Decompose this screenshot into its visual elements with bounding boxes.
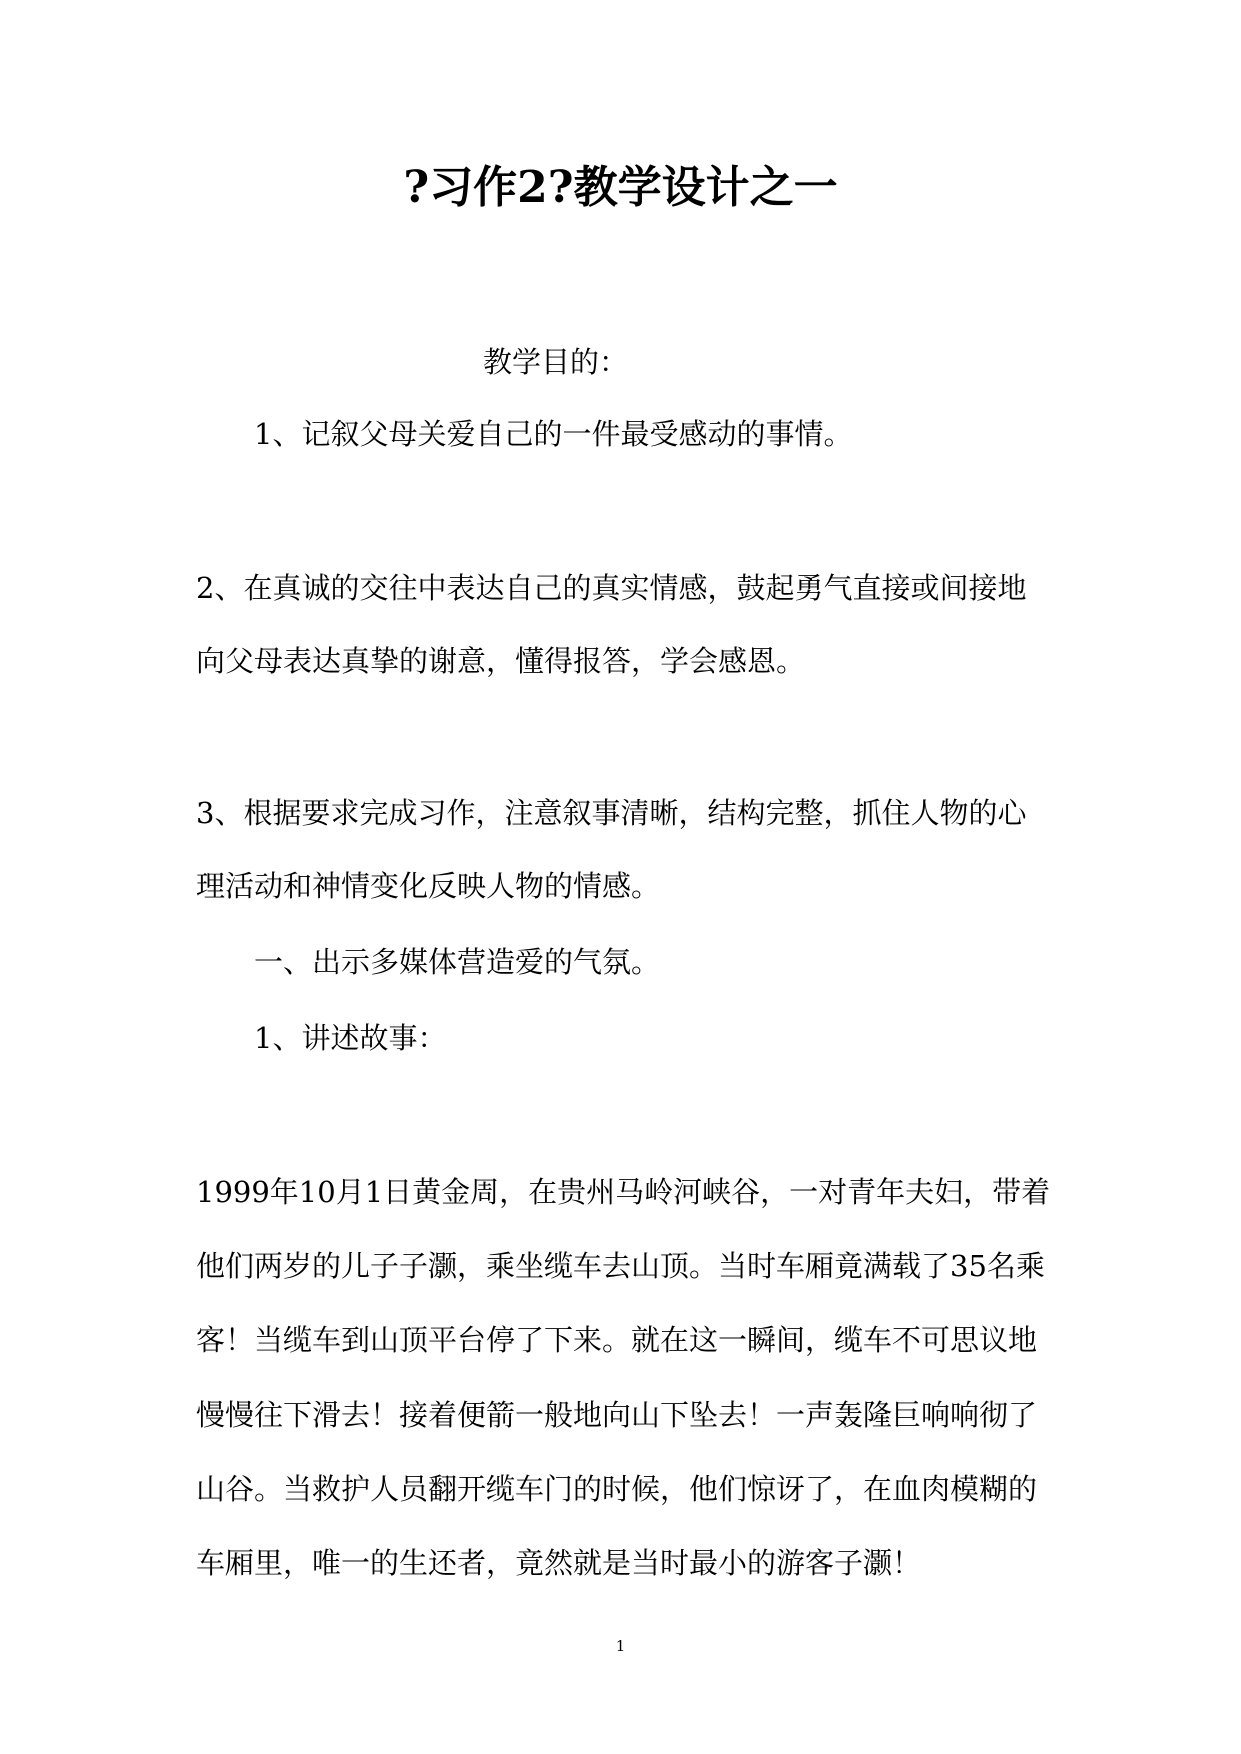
subsection-story: 1、讲述故事： <box>254 1021 447 1055</box>
story-line-3: 客！当缆车到山顶平台停了下来。就在这一瞬间，缆车不可思议地 <box>196 1323 1038 1357</box>
objective-2-line-2: 向父母表达真挚的谢意，懂得报答，学会感恩。 <box>196 644 806 678</box>
objective-3-line-1: 3、根据要求完成习作，注意叙事清晰，结构完整，抓住人物的心 <box>196 796 1027 830</box>
objective-2-line-1: 2、在真诚的交往中表达自己的真实情感，鼓起勇气直接或间接地 <box>196 571 1027 605</box>
objective-1: 1、记叙父母关爱自己的一件最受感动的事情。 <box>254 417 853 451</box>
page-number: 1 <box>615 1637 626 1655</box>
story-line-6: 车厢里，唯一的生还者，竟然就是当时最小的游客子灏！ <box>196 1546 922 1580</box>
story-line-4: 慢慢往下滑去！接着便箭一般地向山下坠去！一声轰隆巨响响彻了 <box>196 1398 1038 1432</box>
section-heading-1: 一、出示多媒体营造爱的气氛。 <box>254 945 661 979</box>
story-line-5: 山谷。当救护人员翻开缆车门的时候，他们惊讶了，在血肉模糊的 <box>196 1472 1038 1506</box>
story-line-2: 他们两岁的儿子子灏，乘坐缆车去山顶。当时车厢竟满载了35名乘 <box>196 1249 1045 1283</box>
document-title: ?习作2?教学设计之一 <box>403 162 838 213</box>
section-heading-objectives: 教学目的： <box>483 345 629 379</box>
objective-3-line-2: 理活动和神情变化反映人物的情感。 <box>196 869 661 903</box>
story-line-1: 1999年10月1日黄金周，在贵州马岭河峡谷，一对青年夫妇，带着 <box>196 1175 1051 1209</box>
